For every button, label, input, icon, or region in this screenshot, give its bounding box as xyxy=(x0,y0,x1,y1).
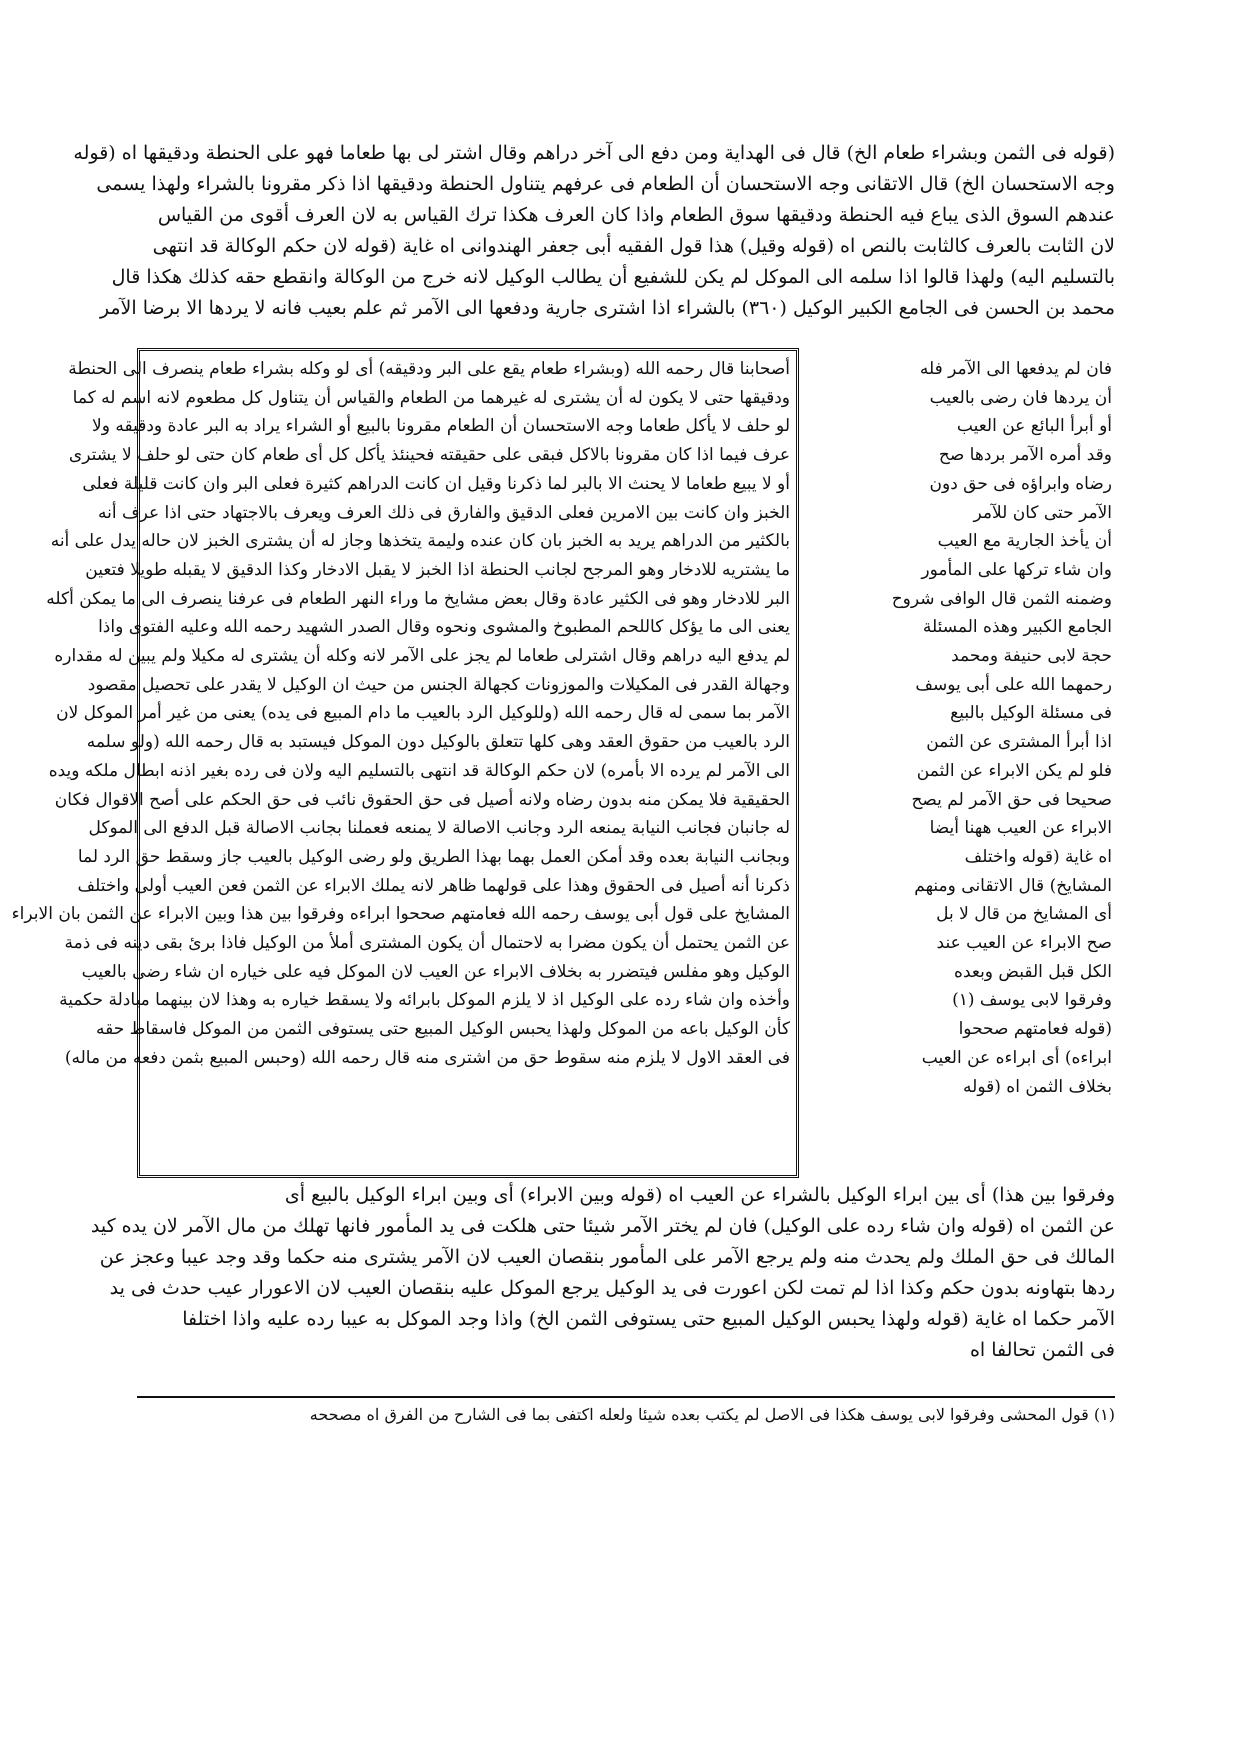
main-text-line: الخبز وان كانت بين الامرين فعلى الدقيق والفارق فى ذلك العرف ويعرف بالاجتهاد حتى اذا عرف أنه xyxy=(97,502,790,523)
main-text-line: ذكرنا أنه أصيل فى الحقوق وهذا على قولهما ظاهر لانه يملك الابراء عن الثمن فعن العيب أولى واختلف xyxy=(77,875,790,896)
margin-commentary xyxy=(806,355,1112,1101)
margin-line: أن يأخذ الجارية مع العيب xyxy=(937,531,1112,552)
commentary-line: لان الثابت بالعرف كالثابت بالنص اه (قوله وقيل) هذا قول الفقيه أبى جعفر الهندوانى اه غاية (قوله لان حكم الوكالة قد انتهى xyxy=(152,235,1115,257)
main-text-line: ما يشتريه للادخار وهو المرجح لجانب الحنطة اذا الخبز لا يقبل الادخار وكذا الدقيق لا يقبله طويلا فتعين xyxy=(85,559,790,580)
bottom-commentary xyxy=(90,1180,1115,1366)
margin-line: رحمهما الله على أبى يوسف xyxy=(915,674,1112,695)
margin-line: اه غاية (قوله واختلف xyxy=(964,846,1112,867)
main-text-line: عرف فيما اذا كان مقرونا بالاكل فبقى على حقيقته فحينئذ يأكل كل أى طعام كان حتى لو حلف لا يشترى xyxy=(68,445,790,466)
margin-line: فلو لم يكن الابراء عن الثمن xyxy=(916,760,1112,781)
main-text-line: أو لا يبيع طعاما لا يحنث الا بالبر لما ذكرنا وقيل ان كانت الدراهم كثيرة فعلى البر وان كانت قليلة فعلى xyxy=(82,473,790,494)
main-text-line: وبجانب النيابة بعده وقد أمكن العمل بهما بهذا الطريق ولو رضى الوكيل بالعيب جاز وسقط حق الرد لما xyxy=(77,846,790,867)
margin-line: صح الابراء عن العيب عند xyxy=(936,933,1112,954)
margin-line: الجامع الكبير وهذه المسئلة xyxy=(922,617,1112,638)
main-text-line: الآمر بما سمى له قال رحمه الله (وللوكيل الرد بالعيب ما دام المبيع فى يده) يعنى من غير أمر الموكل لان xyxy=(56,703,790,724)
main-text-line: كأن الوكيل باعه من الموكل ولهذا يحبس الوكيل المبيع حتى يستوفى الثمن من الموكل فاسقاط حقه xyxy=(95,1019,790,1040)
commentary-line-with-page-number: محمد بن الحسن فى الجامع الكبير الوكيل (٣٦٠) بالشراء اذا اشترى جارية ودفعها الى الآمر ثم علم بعيب فانه لا يردها الا برضا الآمر xyxy=(99,297,1115,319)
margin-line: وقد أمره الآمر بردها صح xyxy=(938,445,1112,466)
margin-line: الكل قبل القبض وبعده xyxy=(954,961,1112,982)
footnote-line: (١) قول المحشى وفرقوا لابى يوسف هكذا فى الاصل لم يكتب بعده شيئا ولعله اكتفى بما فى الشارح من الفرق اه مصححه xyxy=(309,1405,1115,1424)
main-text-line: ودقيقها حتى لا يكون له أن يشترى له غيرهما من الطعام والقياس أن يتناول كل مطعوم لانه اسم له كما xyxy=(72,387,790,408)
main-text-line: أصحابنا قال رحمه الله (وبشراء طعام يقع على البر ودقيقه) أى لو وكله بشراء طعام ينصرف الى الحنطة xyxy=(68,359,790,379)
main-text-line: وأخذه وان شاء رده على الوكيل اذ لا يلزم الموكل بابرائه ولا يسقط خياره به وهذا لان بينهما مبادلة حكمية xyxy=(59,990,790,1011)
margin-line: (قوله فعامتهم صححوا xyxy=(958,1019,1112,1040)
commentary-line: بالتسليم اليه) ولهذا قالوا اذا سلمه الى الموكل لم يكن للشفيع أن يطالب الوكيل لانه خرج من الوكالة وانقطع حقه كذلك هكذا قال xyxy=(111,266,1115,288)
margin-line: أن يردها فان رضى بالعيب xyxy=(929,387,1112,408)
margin-line: وضمنه الثمن قال الوافى شروح xyxy=(891,588,1112,609)
main-text-line: لو حلف لا يأكل طعاما وجه الاستحسان أن الطعام مقرونا بالبيع أو الشراء يراد به البر عادة ودقيقه ولا xyxy=(92,416,790,437)
margin-line: بخلاف الثمن اه (قوله xyxy=(963,1076,1112,1097)
commentary-line: عن الثمن اه (قوله وان شاء رده على الوكيل) فان لم يختر الآمر شيئا حتى هلكت فى يد المأمور فانها تهلك من مال الآمر لان يده كيد xyxy=(90,1215,1115,1237)
commentary-line: ردها بتهاونه بدون حكم وكذا اذا لم تمت لكن اعورت فى يد الوكيل يرجع الموكل عليه بنقصان العيب لان الاعورار عيب حدث فى يد xyxy=(109,1277,1115,1299)
commentary-line: فى الثمن تحالفا اه xyxy=(969,1339,1115,1361)
main-text-line: المشايخ على قول أبى يوسف رحمه الله فعامتهم صححوا ابراءه وفرقوا بين هذا وبين الابراء عن الثمن بان الابراء xyxy=(11,904,790,925)
footnote-divider xyxy=(137,1396,1115,1398)
commentary-line: عندهم السوق الذى يباع فيه الحنطة ودقيقها سوق الطعام واذا كان العرف هكذا ترك القياس به لان العرف أقوى من القياس xyxy=(157,204,1115,226)
main-text-line: لم يدفع اليه دراهم وقال اشترلى طعاما لم يجز على الآمر لانه وكله أن يشترى له مكيلا ولم يبين له مقداره xyxy=(54,646,790,667)
main-text-line: الحقيقية فلا يمكن منه بدون رضاه ولانه أصيل فى حق الحقوق نائب فى حق الحكم على أصح الاقوال فكان xyxy=(54,789,790,810)
main-text-line: بالكثير من الدراهم يريد به الخبز بان كان عنده وليمة يتخذها وجاز له أن يشترى الخبز لان حاله يدل على أنه xyxy=(50,531,790,552)
main-text-line: فى العقد الاول لا يلزم منه سقوط حق من اشترى منه قال رحمه الله (وحبس المبيع بثمن دفعه من ماله) xyxy=(64,1047,790,1068)
margin-line: وان شاء تركها على المأمور xyxy=(921,559,1112,580)
margin-line: صحيحا فى حق الآمر لم يصح xyxy=(911,789,1112,810)
margin-line: الآمر حتى كان للآمر xyxy=(973,502,1112,523)
margin-line: أو أبرأ البائع عن العيب xyxy=(956,416,1112,437)
commentary-line: الآمر حكما اه غاية (قوله ولهذا يحبس الوكيل المبيع حتى يستوفى الثمن الخ) واذا وجد الموكل به عيبا رده عليه واذا اختلفا xyxy=(182,1308,1115,1330)
commentary-line: وفرقوا بين هذا) أى بين ابراء الوكيل بالشراء عن العيب اه (قوله وبين الابراء) أى وبين ابراء الوكيل بالبيع أى xyxy=(284,1184,1115,1206)
commentary-line: المالك فى حق الملك ولم يحدث منه ولم يرجع الآمر على المأمور بنقصان العيب لان الآمر يشترى منه حكما وقد وجد عيبا وعجز عن xyxy=(99,1246,1115,1268)
footnote xyxy=(140,1402,1115,1428)
main-text-line: عن الثمن يحتمل أن يكون مضرا به لاحتمال أن يكون المشترى أملأ من الوكيل فاذا برئ بقى دينه فى ذمة xyxy=(64,933,790,954)
margin-line: حجة لابى حنيفة ومحمد xyxy=(951,646,1112,667)
margin-line: ابراءه) أى ابراءه عن العيب xyxy=(921,1047,1112,1068)
main-text-line: الى الآمر لم يرده الا بأمره) لان حكم الوكالة قد انتهى بالتسليم اليه ولان فى رده بغير اذنه ابطال ملكه ويده xyxy=(48,760,790,781)
margin-line: أى المشايخ من قال لا بل xyxy=(936,904,1112,925)
margin-line: فان لم يدفعها الى الآمر فله xyxy=(919,359,1112,379)
main-text-line: الوكيل وهو مفلس فيتضرر به بخلاف الابراء عن العيب لان الموكل فيه على خياره ان شاء رضى بالعيب xyxy=(81,961,790,982)
margin-line: وفرقوا لابى يوسف (١) xyxy=(952,990,1112,1011)
main-text-line: له جانبان فجانب النيابة يمنعه الرد وجانب الاصالة لا يمنعه فعملنا بجانب الاصالة قبل الدفع الى الموكل xyxy=(88,818,790,839)
main-text-line: يعنى الى ما يؤكل كاللحم المطبوخ والمشوى ونحوه وقال الصدر الشهيد رحمه الله وعليه الفتوى واذا xyxy=(98,617,790,638)
margin-line: اذا أبرأ المشترى عن الثمن xyxy=(926,732,1112,753)
main-text xyxy=(11,355,790,1073)
top-commentary xyxy=(73,138,1115,324)
commentary-line: (قوله فى الثمن وبشراء طعام الخ) قال فى الهداية ومن دفع الى آخر دراهم وقال اشتر لى بها طعاما فهو على الحنطة ودقيقها اه (قوله xyxy=(73,142,1115,164)
main-text-line: البر للادخار وهو فى الكثير عادة وقال بعض مشايخ ما وراء النهر الطعام فى عرفنا ينصرف الى ما يمكن أكله xyxy=(46,588,790,609)
main-text-line: الرد بالعيب من حقوق العقد وهى كلها تتعلق بالوكيل دون الموكل فيستبد به قال رحمه الله (ولو سلمه xyxy=(86,732,790,753)
margin-line: رضاه وابراؤه فى حق دون xyxy=(929,473,1112,494)
margin-line: فى مسئلة الوكيل بالبيع xyxy=(950,703,1112,724)
margin-line: المشايخ) قال الاتقانى ومنهم xyxy=(914,875,1112,896)
margin-line: الابراء عن العيب ههنا أيضا xyxy=(929,818,1112,839)
main-text-line: وجهالة القدر فى المكيلات والموزونات كجهالة الجنس من حيث ان الوكيل لا يقدر على تحصيل مقصود xyxy=(87,674,790,695)
commentary-line: وجه الاستحسان الخ) قال الاتقانى وجه الاستحسان أن الطعام فى عرفهم يتناول الحنطة ودقيقها اذا ذكر مقرونا بالشراء ولهذا يسمى xyxy=(96,173,1115,195)
